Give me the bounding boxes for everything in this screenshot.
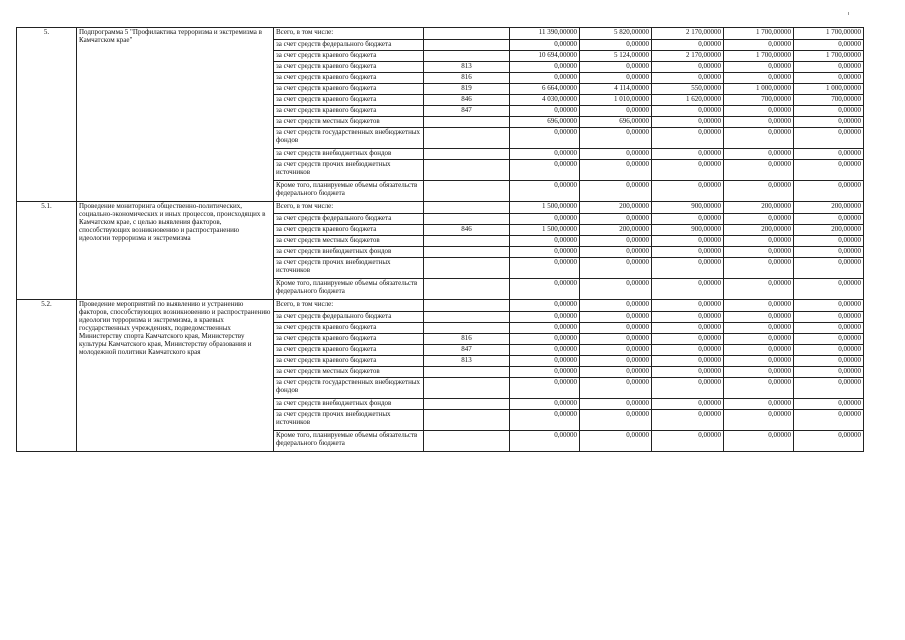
amount-cell: 0,00000: [652, 378, 724, 399]
amount-cell: 1 500,00000: [510, 202, 580, 214]
amount-cell: 0,00000: [724, 345, 794, 356]
funding-source: за счет средств краевого бюджета: [274, 323, 424, 334]
amount-cell: 0,00000: [652, 247, 724, 258]
amount-cell: 0,00000: [724, 247, 794, 258]
ministry-code: [424, 399, 510, 410]
ministry-code: [424, 300, 510, 312]
amount-cell: 0,00000: [794, 431, 864, 452]
funding-source: за счет средств государственных внебюджетных фондов: [274, 378, 424, 399]
table-row: [17, 28, 864, 40]
amount-cell: 0,00000: [580, 410, 652, 431]
ministry-code: 847: [424, 106, 510, 117]
amount-cell: 6 664,00000: [510, 84, 580, 95]
amount-cell: 200,00000: [724, 225, 794, 236]
amount-cell: 0,00000: [510, 431, 580, 452]
amount-cell: 0,00000: [724, 117, 794, 128]
amount-cell: 0,00000: [652, 106, 724, 117]
funding-source: Всего, в том числе:: [274, 28, 424, 40]
amount-cell: 0,00000: [724, 410, 794, 431]
amount-cell: 0,00000: [724, 160, 794, 181]
amount-cell: 200,00000: [580, 202, 652, 214]
section-number: 5.: [17, 28, 77, 202]
ministry-code: [424, 279, 510, 300]
amount-cell: 0,00000: [510, 312, 580, 323]
amount-cell: 1 700,00000: [724, 28, 794, 40]
ministry-code: [424, 410, 510, 431]
funding-source: за счет средств прочих внебюджетных источников: [274, 160, 424, 181]
amount-cell: 0,00000: [724, 149, 794, 160]
amount-cell: 1 620,00000: [652, 95, 724, 106]
page-corner-mark: [848, 12, 849, 15]
amount-cell: 0,00000: [724, 181, 794, 202]
amount-cell: 1 010,00000: [580, 95, 652, 106]
amount-cell: 0,00000: [794, 73, 864, 84]
amount-cell: 0,00000: [580, 160, 652, 181]
funding-source: Кроме того, планируемые объемы обязательств федерального бюджета: [274, 181, 424, 202]
amount-cell: 0,00000: [724, 279, 794, 300]
section-number: 5.2.: [17, 300, 77, 452]
amount-cell: 4 030,00000: [510, 95, 580, 106]
amount-cell: 0,00000: [794, 258, 864, 279]
funding-source: за счет средств федерального бюджета: [274, 214, 424, 225]
amount-cell: 0,00000: [510, 236, 580, 247]
funding-source: за счет средств местных бюджетов: [274, 236, 424, 247]
amount-cell: 0,00000: [580, 149, 652, 160]
amount-cell: 0,00000: [794, 214, 864, 225]
ministry-code: [424, 431, 510, 452]
funding-source: за счет средств краевого бюджета: [274, 106, 424, 117]
funding-source: за счет средств краевого бюджета: [274, 84, 424, 95]
amount-cell: 5 820,00000: [580, 28, 652, 40]
amount-cell: 1 700,00000: [724, 51, 794, 62]
amount-cell: 0,00000: [510, 258, 580, 279]
ministry-code: [424, 258, 510, 279]
ministry-code: 819: [424, 84, 510, 95]
amount-cell: 0,00000: [724, 258, 794, 279]
amount-cell: 0,00000: [510, 334, 580, 345]
ministry-code: [424, 367, 510, 378]
ministry-code: [424, 128, 510, 149]
amount-cell: 1 700,00000: [794, 28, 864, 40]
ministry-code: 846: [424, 95, 510, 106]
amount-cell: 0,00000: [794, 128, 864, 149]
amount-cell: 0,00000: [580, 236, 652, 247]
amount-cell: 900,00000: [652, 202, 724, 214]
funding-source: за счет средств федерального бюджета: [274, 40, 424, 51]
amount-cell: 0,00000: [652, 214, 724, 225]
amount-cell: 0,00000: [580, 73, 652, 84]
amount-cell: 0,00000: [724, 399, 794, 410]
amount-cell: 0,00000: [794, 279, 864, 300]
ministry-code: 846: [424, 225, 510, 236]
amount-cell: 0,00000: [580, 300, 652, 312]
funding-source: Всего, в том числе:: [274, 202, 424, 214]
amount-cell: 1 000,00000: [724, 84, 794, 95]
funding-source: за счет средств внебюджетных фондов: [274, 399, 424, 410]
amount-cell: 0,00000: [510, 356, 580, 367]
amount-cell: 0,00000: [652, 367, 724, 378]
ministry-code: [424, 28, 510, 40]
funding-source: за счет средств федерального бюджета: [274, 312, 424, 323]
amount-cell: 0,00000: [794, 247, 864, 258]
funding-source: за счет средств краевого бюджета: [274, 345, 424, 356]
table-row: [17, 300, 864, 312]
amount-cell: 696,00000: [510, 117, 580, 128]
amount-cell: 0,00000: [580, 279, 652, 300]
amount-cell: 0,00000: [794, 149, 864, 160]
amount-cell: 0,00000: [580, 214, 652, 225]
amount-cell: 0,00000: [794, 40, 864, 51]
ministry-code: 847: [424, 345, 510, 356]
amount-cell: 0,00000: [580, 431, 652, 452]
amount-cell: 0,00000: [724, 73, 794, 84]
amount-cell: 0,00000: [510, 247, 580, 258]
ministry-code: [424, 202, 510, 214]
amount-cell: 0,00000: [652, 410, 724, 431]
budget-table: [16, 27, 864, 452]
amount-cell: 0,00000: [580, 106, 652, 117]
amount-cell: 0,00000: [724, 106, 794, 117]
amount-cell: 0,00000: [724, 378, 794, 399]
amount-cell: 700,00000: [724, 95, 794, 106]
amount-cell: 0,00000: [794, 181, 864, 202]
ministry-code: 813: [424, 356, 510, 367]
amount-cell: 11 390,00000: [510, 28, 580, 40]
amount-cell: 0,00000: [794, 367, 864, 378]
section-title: Подпрограмма 5 "Профилактика терроризма и экстремизма в Камчатском крае": [77, 28, 274, 202]
amount-cell: 0,00000: [794, 399, 864, 410]
ministry-code: [424, 51, 510, 62]
section-number: 5.1.: [17, 202, 77, 300]
amount-cell: 0,00000: [580, 378, 652, 399]
funding-source: за счет средств краевого бюджета: [274, 51, 424, 62]
ministry-code: [424, 160, 510, 181]
amount-cell: 696,00000: [580, 117, 652, 128]
ministry-code: [424, 378, 510, 399]
amount-cell: 0,00000: [510, 73, 580, 84]
amount-cell: 0,00000: [580, 345, 652, 356]
amount-cell: 0,00000: [510, 300, 580, 312]
amount-cell: 0,00000: [580, 258, 652, 279]
amount-cell: 0,00000: [794, 356, 864, 367]
funding-source: за счет средств прочих внебюджетных источников: [274, 258, 424, 279]
funding-source: за счет средств внебюджетных фондов: [274, 247, 424, 258]
amount-cell: 2 170,00000: [652, 28, 724, 40]
amount-cell: 0,00000: [652, 279, 724, 300]
amount-cell: 200,00000: [724, 202, 794, 214]
amount-cell: 0,00000: [794, 410, 864, 431]
amount-cell: 0,00000: [652, 258, 724, 279]
amount-cell: 0,00000: [794, 323, 864, 334]
amount-cell: 550,00000: [652, 84, 724, 95]
amount-cell: 0,00000: [724, 40, 794, 51]
amount-cell: 0,00000: [580, 367, 652, 378]
amount-cell: 0,00000: [510, 279, 580, 300]
amount-cell: 0,00000: [510, 149, 580, 160]
amount-cell: 0,00000: [580, 334, 652, 345]
amount-cell: 0,00000: [510, 399, 580, 410]
ministry-code: [424, 312, 510, 323]
funding-source: за счет средств внебюджетных фондов: [274, 149, 424, 160]
amount-cell: 0,00000: [510, 106, 580, 117]
amount-cell: 0,00000: [724, 128, 794, 149]
amount-cell: 0,00000: [652, 312, 724, 323]
funding-source: за счет средств краевого бюджета: [274, 225, 424, 236]
amount-cell: 0,00000: [724, 356, 794, 367]
amount-cell: 0,00000: [724, 431, 794, 452]
amount-cell: 0,00000: [794, 106, 864, 117]
funding-source: за счет средств прочих внебюджетных источников: [274, 410, 424, 431]
amount-cell: 0,00000: [652, 399, 724, 410]
amount-cell: 700,00000: [794, 95, 864, 106]
amount-cell: 1 700,00000: [794, 51, 864, 62]
amount-cell: 10 694,00000: [510, 51, 580, 62]
amount-cell: 0,00000: [652, 334, 724, 345]
section-title: Проведение мероприятий по выявлению и устранению факторов, способствующих возникновению и распространению идеологии терроризма и экстремизма, в краевых государственных учреждениях, подведомственных Министерству спорта Камчатского края, Министерству культуры Камчатского края, Министерству образования и молодежной политики Камчатского края: [77, 300, 274, 452]
amount-cell: 0,00000: [652, 345, 724, 356]
amount-cell: 0,00000: [652, 73, 724, 84]
amount-cell: 0,00000: [652, 40, 724, 51]
amount-cell: 2 170,00000: [652, 51, 724, 62]
amount-cell: 0,00000: [510, 378, 580, 399]
funding-source: за счет средств краевого бюджета: [274, 356, 424, 367]
amount-cell: 0,00000: [510, 160, 580, 181]
ministry-code: [424, 236, 510, 247]
amount-cell: 0,00000: [724, 312, 794, 323]
amount-cell: 0,00000: [652, 62, 724, 73]
amount-cell: 0,00000: [724, 367, 794, 378]
amount-cell: 0,00000: [580, 62, 652, 73]
amount-cell: 0,00000: [580, 399, 652, 410]
amount-cell: 0,00000: [580, 40, 652, 51]
amount-cell: 0,00000: [652, 149, 724, 160]
amount-cell: 0,00000: [580, 323, 652, 334]
amount-cell: 0,00000: [580, 312, 652, 323]
ministry-code: [424, 181, 510, 202]
amount-cell: 0,00000: [510, 214, 580, 225]
amount-cell: 0,00000: [510, 410, 580, 431]
amount-cell: 0,00000: [652, 160, 724, 181]
ministry-code: [424, 247, 510, 258]
funding-source: за счет средств краевого бюджета: [274, 95, 424, 106]
amount-cell: 0,00000: [794, 345, 864, 356]
ministry-code: 816: [424, 73, 510, 84]
amount-cell: 900,00000: [652, 225, 724, 236]
amount-cell: 200,00000: [580, 225, 652, 236]
amount-cell: 0,00000: [794, 236, 864, 247]
amount-cell: 0,00000: [652, 236, 724, 247]
amount-cell: 0,00000: [510, 323, 580, 334]
amount-cell: 200,00000: [794, 202, 864, 214]
ministry-code: 813: [424, 62, 510, 73]
amount-cell: 0,00000: [510, 345, 580, 356]
funding-source: за счет средств краевого бюджета: [274, 334, 424, 345]
amount-cell: 0,00000: [510, 367, 580, 378]
funding-source: за счет средств местных бюджетов: [274, 367, 424, 378]
amount-cell: 1 000,00000: [794, 84, 864, 95]
ministry-code: [424, 40, 510, 51]
budget-table-body: [17, 28, 864, 452]
amount-cell: 200,00000: [794, 225, 864, 236]
ministry-code: [424, 117, 510, 128]
amount-cell: 0,00000: [794, 117, 864, 128]
amount-cell: 0,00000: [794, 300, 864, 312]
ministry-code: [424, 214, 510, 225]
amount-cell: 0,00000: [794, 62, 864, 73]
amount-cell: 0,00000: [794, 312, 864, 323]
funding-source: за счет средств краевого бюджета: [274, 62, 424, 73]
amount-cell: 0,00000: [510, 62, 580, 73]
amount-cell: 0,00000: [652, 300, 724, 312]
amount-cell: 0,00000: [580, 181, 652, 202]
amount-cell: 0,00000: [652, 181, 724, 202]
amount-cell: 1 500,00000: [510, 225, 580, 236]
amount-cell: 0,00000: [652, 117, 724, 128]
table-row: [17, 202, 864, 214]
funding-source: Кроме того, планируемые объемы обязательств федерального бюджета: [274, 431, 424, 452]
amount-cell: 0,00000: [580, 356, 652, 367]
amount-cell: 5 124,00000: [580, 51, 652, 62]
amount-cell: 0,00000: [724, 236, 794, 247]
amount-cell: 0,00000: [724, 334, 794, 345]
amount-cell: 0,00000: [724, 214, 794, 225]
ministry-code: [424, 149, 510, 160]
amount-cell: 0,00000: [794, 334, 864, 345]
amount-cell: 0,00000: [510, 128, 580, 149]
amount-cell: 4 114,00000: [580, 84, 652, 95]
funding-source: Кроме того, планируемые объемы обязательств федерального бюджета: [274, 279, 424, 300]
section-title: Проведение мониторинга общественно-политических, социально-экономических и иных процессов, происходящих в Камчатском крае, с целью выявления факторов, способствующих возникновению и распространению идеологии терроризма и экстремизма: [77, 202, 274, 300]
amount-cell: 0,00000: [724, 300, 794, 312]
amount-cell: 0,00000: [510, 181, 580, 202]
amount-cell: 0,00000: [652, 356, 724, 367]
amount-cell: 0,00000: [724, 62, 794, 73]
funding-source: за счет средств местных бюджетов: [274, 117, 424, 128]
amount-cell: 0,00000: [580, 247, 652, 258]
amount-cell: 0,00000: [652, 431, 724, 452]
amount-cell: 0,00000: [794, 378, 864, 399]
amount-cell: 0,00000: [652, 128, 724, 149]
amount-cell: 0,00000: [724, 323, 794, 334]
ministry-code: [424, 323, 510, 334]
funding-source: за счет средств государственных внебюджетных фондов: [274, 128, 424, 149]
amount-cell: 0,00000: [510, 40, 580, 51]
ministry-code: 816: [424, 334, 510, 345]
amount-cell: 0,00000: [580, 128, 652, 149]
amount-cell: 0,00000: [794, 160, 864, 181]
funding-source: за счет средств краевого бюджета: [274, 73, 424, 84]
amount-cell: 0,00000: [652, 323, 724, 334]
funding-source: Всего, в том числе:: [274, 300, 424, 312]
